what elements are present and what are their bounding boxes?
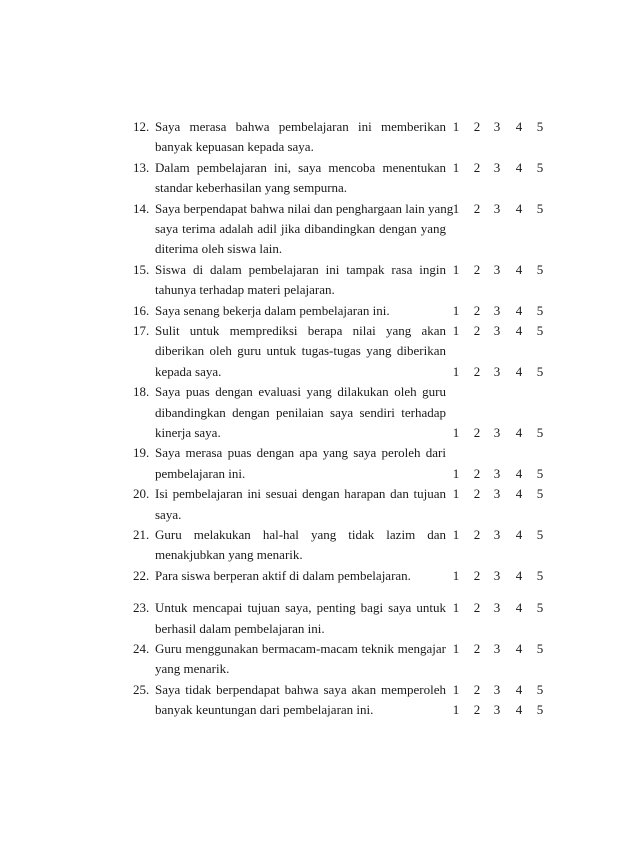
rating-option[interactable]: 4 (515, 465, 523, 481)
rating-option[interactable]: 1 (452, 323, 460, 338)
item-text: Para siswa berperan aktif di dalam pembelajaran. (155, 567, 411, 583)
rating-option[interactable]: 1 (452, 567, 460, 583)
questionnaire-line (0, 566, 638, 586)
item-text: Saya tidak berpendapat bahwa saya akan memperoleh (155, 681, 446, 697)
rating-option[interactable]: 5 (536, 425, 544, 440)
rating-option[interactable]: 2 (473, 302, 481, 318)
rating-scale (451, 464, 544, 484)
rating-scale (451, 639, 544, 659)
rating-option[interactable]: 1 (452, 200, 460, 216)
rating-option[interactable]: 1 (452, 600, 460, 616)
rating-option[interactable]: 3 (493, 567, 501, 583)
rating-option[interactable]: 2 (473, 600, 481, 616)
item-text: Siswa di dalam pembelajaran ini tampak rasa ingin (155, 261, 446, 277)
item-number: 21. (133, 527, 150, 542)
item-text: tahunya terhadap materi pelajaran. (155, 282, 335, 298)
rating-option[interactable]: 2 (473, 465, 481, 481)
rating-scale (451, 117, 544, 137)
rating-option[interactable]: 4 (515, 261, 523, 277)
rating-option[interactable]: 5 (536, 119, 544, 134)
rating-option[interactable]: 1 (452, 486, 460, 502)
rating-option[interactable]: 1 (452, 681, 460, 697)
questionnaire-line (0, 598, 638, 618)
rating-option[interactable]: 3 (493, 425, 501, 440)
questionnaire-line (0, 639, 638, 659)
rating-scale (451, 321, 544, 341)
item-text: Untuk mencapai tujuan saya, penting bagi saya untuk (155, 600, 446, 616)
item-text: Saya senang bekerja dalam pembelajaran ini. (155, 302, 390, 318)
rating-option[interactable]: 4 (515, 600, 523, 616)
item-number: 13. (133, 159, 150, 175)
rating-scale (451, 301, 544, 321)
item-text: saya terima adalah adil jika dibandingkan dengan yang (155, 221, 446, 236)
rating-option[interactable]: 1 (452, 261, 460, 277)
rating-option[interactable]: 2 (473, 323, 481, 338)
rating-option[interactable]: 1 (452, 527, 460, 542)
rating-option[interactable]: 2 (473, 702, 481, 718)
questionnaire-line (0, 464, 638, 484)
rating-option[interactable]: 2 (473, 641, 481, 656)
rating-scale (451, 680, 544, 700)
rating-option[interactable]: 1 (452, 702, 460, 718)
rating-option[interactable]: 3 (493, 702, 501, 718)
questionnaire-line (0, 137, 638, 157)
item-number: 17. (133, 323, 150, 338)
rating-option[interactable]: 4 (515, 200, 523, 216)
rating-option[interactable]: 1 (452, 425, 460, 440)
questionnaire-line (0, 423, 638, 443)
item-text: Saya merasa bahwa pembelajaran ini memberikan (155, 119, 446, 134)
rating-option[interactable]: 3 (493, 465, 501, 481)
questionnaire-line (0, 341, 638, 361)
rating-scale (451, 423, 544, 443)
rating-option[interactable]: 5 (536, 486, 544, 502)
item-number: 20. (133, 486, 150, 502)
questionnaire-line (0, 321, 638, 341)
rating-scale (451, 362, 544, 382)
item-text: Saya puas dengan evaluasi yang dilakukan oleh guru (155, 384, 446, 400)
rating-option[interactable]: 5 (536, 567, 544, 583)
rating-scale (451, 598, 544, 618)
rating-option[interactable]: 4 (515, 323, 523, 338)
rating-option[interactable]: 4 (515, 567, 523, 583)
rating-option[interactable]: 4 (515, 527, 523, 542)
questionnaire-line (0, 301, 638, 321)
rating-scale (451, 199, 544, 219)
questionnaire-line (0, 260, 638, 280)
rating-option[interactable]: 2 (473, 159, 481, 175)
item-number: 14. (133, 200, 150, 216)
rating-option[interactable]: 4 (515, 425, 523, 440)
rating-option[interactable]: 3 (493, 527, 501, 542)
rating-option[interactable]: 5 (536, 200, 544, 216)
item-number: 15. (133, 261, 150, 277)
questionnaire-line (0, 403, 638, 423)
item-number: 25. (133, 681, 150, 697)
item-text: Sulit untuk memprediksi berapa nilai yang akan (155, 323, 446, 338)
questionnaire-line (0, 659, 638, 679)
questionnaire-line (0, 525, 638, 545)
rating-option[interactable]: 1 (452, 641, 460, 656)
item-text: Saya merasa puas dengan apa yang saya peroleh dari (155, 445, 446, 461)
rating-option[interactable]: 5 (536, 527, 544, 542)
item-text: menakjubkan yang menarik. (155, 547, 303, 563)
rating-option[interactable]: 2 (473, 425, 481, 440)
rating-option[interactable]: 1 (452, 159, 460, 175)
item-text: diberikan oleh guru untuk tugas-tugas yang diberikan (155, 343, 446, 359)
rating-option[interactable]: 3 (493, 323, 501, 338)
item-text: kepada saya. (155, 363, 222, 379)
rating-option[interactable]: 2 (473, 363, 481, 379)
rating-option[interactable]: 5 (536, 702, 544, 718)
rating-option[interactable]: 3 (493, 363, 501, 379)
item-number: 24. (133, 641, 150, 656)
questionnaire-line (0, 700, 638, 720)
rating-scale (451, 158, 544, 178)
rating-option[interactable]: 2 (473, 527, 481, 542)
rating-option[interactable]: 3 (493, 119, 501, 134)
rating-option[interactable]: 4 (515, 159, 523, 175)
rating-option[interactable]: 3 (493, 641, 501, 656)
rating-option[interactable]: 5 (536, 159, 544, 175)
item-number: 16. (133, 302, 150, 318)
rating-option[interactable]: 3 (493, 200, 501, 216)
rating-option[interactable]: 5 (536, 600, 544, 616)
rating-option[interactable]: 5 (536, 641, 544, 656)
questionnaire-line (0, 199, 638, 219)
rating-option[interactable]: 5 (536, 261, 544, 277)
item-text: Dalam pembelajaran ini, saya mencoba menentukan (155, 159, 446, 175)
rating-scale (451, 525, 544, 545)
rating-option[interactable]: 2 (473, 681, 481, 697)
item-text: saya. (155, 506, 182, 522)
item-text: berhasil dalam pembelajaran ini. (155, 620, 325, 636)
item-text: standar keberhasilan yang sempurna. (155, 180, 348, 196)
item-text: Saya berpendapat bahwa nilai dan penghargaan lain yang (155, 200, 454, 216)
questionnaire-line (0, 117, 638, 137)
questionnaire-line (0, 239, 638, 259)
rating-option[interactable]: 1 (452, 119, 460, 134)
rating-option[interactable]: 5 (536, 302, 544, 318)
questionnaire-line (0, 382, 638, 402)
rating-scale (451, 484, 544, 504)
questionnaire-line (0, 545, 638, 565)
questionnaire-line (0, 443, 638, 463)
rating-option[interactable]: 3 (493, 486, 501, 502)
rating-option[interactable]: 3 (493, 600, 501, 616)
rating-option[interactable]: 4 (515, 641, 523, 656)
rating-scale (451, 700, 544, 720)
rating-option[interactable]: 5 (536, 681, 544, 697)
item-number: 18. (133, 384, 150, 400)
rating-option[interactable]: 4 (515, 486, 523, 502)
item-text: dibandingkan dengan penilaian saya sendiri terhadap (155, 404, 446, 420)
rating-option[interactable]: 4 (515, 702, 523, 718)
item-text: banyak keuntungan dari pembelajaran ini. (155, 702, 374, 718)
questionnaire-line (0, 484, 638, 504)
rating-option[interactable]: 1 (452, 302, 460, 318)
item-text: kinerja saya. (155, 425, 221, 440)
item-text: diterima oleh siswa lain. (155, 241, 283, 257)
item-text: Isi pembelajaran ini sesuai dengan harapan dan tujuan (155, 486, 446, 502)
item-number: 22. (133, 567, 150, 583)
questionnaire-line (0, 280, 638, 300)
item-text: pembelajaran ini. (155, 465, 246, 481)
rating-scale (451, 566, 544, 586)
rating-option[interactable]: 4 (515, 119, 523, 134)
item-number: 12. (133, 119, 150, 134)
rating-option[interactable]: 1 (452, 363, 460, 379)
questionnaire-line (0, 158, 638, 178)
rating-option[interactable]: 4 (515, 681, 523, 697)
rating-option[interactable]: 2 (473, 486, 481, 502)
rating-option[interactable]: 3 (493, 159, 501, 175)
rating-option[interactable]: 5 (536, 323, 544, 338)
questionnaire-line (0, 619, 638, 639)
rating-option[interactable]: 3 (493, 681, 501, 697)
rating-option[interactable]: 2 (473, 119, 481, 134)
rating-option[interactable]: 2 (473, 261, 481, 277)
rating-option[interactable]: 5 (536, 465, 544, 481)
item-text: Guru melakukan hal-hal yang tidak lazim dan (155, 527, 446, 542)
rating-option[interactable]: 5 (536, 363, 544, 379)
item-number: 19. (133, 445, 150, 461)
item-number: 23. (133, 600, 150, 616)
questionnaire-line (0, 362, 638, 382)
rating-option[interactable]: 3 (493, 302, 501, 318)
questionnaire-line (0, 178, 638, 198)
rating-option[interactable]: 4 (515, 302, 523, 318)
questionnaire-line (0, 680, 638, 700)
questionnaire-line (0, 219, 638, 239)
item-text: yang menarik. (155, 661, 230, 677)
questionnaire-line (0, 505, 638, 525)
rating-option[interactable]: 3 (493, 261, 501, 277)
rating-option[interactable]: 2 (473, 567, 481, 583)
rating-option[interactable]: 2 (473, 200, 481, 216)
item-text: banyak kepuasan kepada saya. (155, 139, 314, 155)
rating-option[interactable]: 4 (515, 363, 523, 379)
rating-option[interactable]: 1 (452, 465, 460, 481)
rating-scale (451, 260, 544, 280)
item-text: Guru menggunakan bermacam-macam teknik mengajar (155, 641, 446, 656)
